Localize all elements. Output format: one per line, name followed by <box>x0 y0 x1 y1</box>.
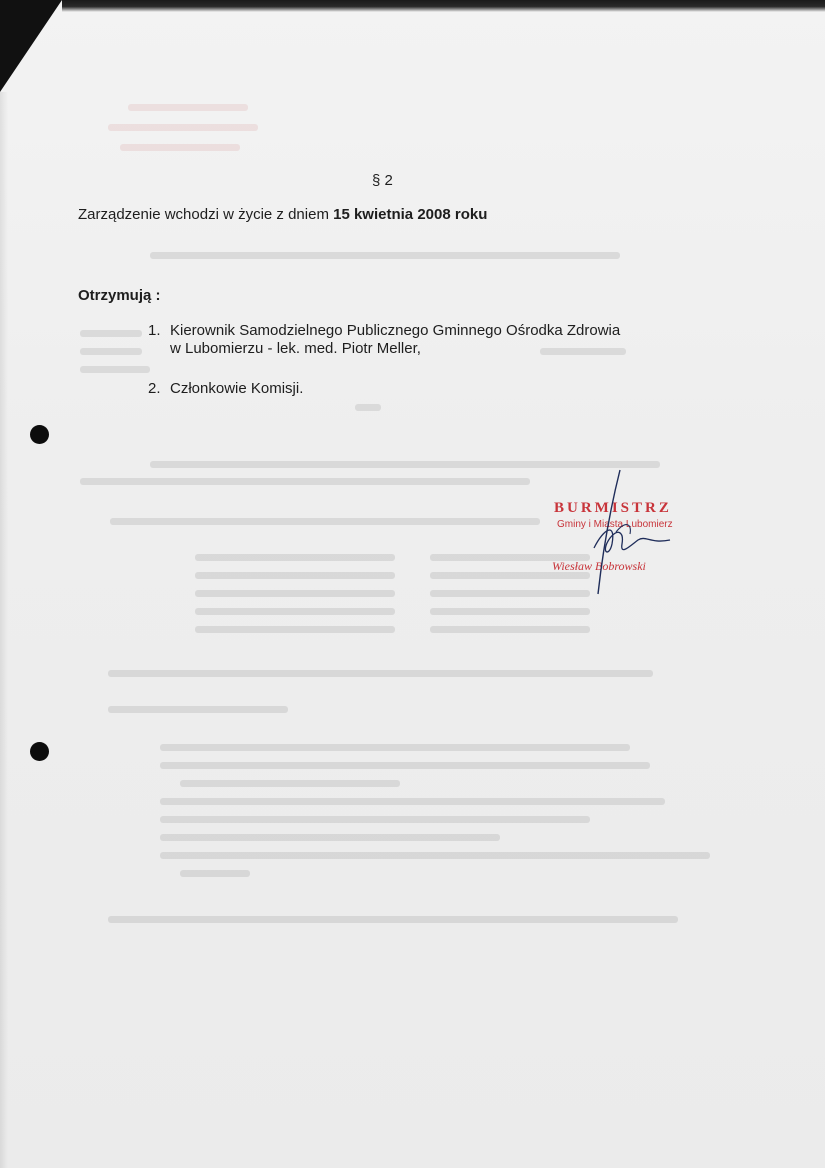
recipient-text: Członkowie Komisji. <box>170 380 304 397</box>
stamp-title: BURMISTRZ <box>554 500 672 516</box>
recipient-text-continued: w Lubomierzu - lek. med. Piotr Meller, <box>170 340 421 357</box>
recipient-number: 1. <box>148 322 161 339</box>
recipient-item <box>148 322 708 358</box>
recipient-item <box>148 380 303 398</box>
mayor-stamp <box>552 500 702 580</box>
punch-hole <box>30 425 49 444</box>
effective-date-prefix: Zarządzenie wchodzi w życie z dniem <box>78 206 334 223</box>
section-number: § 2 <box>372 172 393 189</box>
recipients-heading: Otrzymują : <box>78 287 161 304</box>
effective-date: 15 kwietnia 2008 roku <box>333 206 488 223</box>
recipient-number: 2. <box>148 380 161 397</box>
recipient-text: Kierownik Samodzielnego Publicznego Gminnego Ośrodka Zdrowia <box>170 322 621 339</box>
punch-hole <box>30 742 49 761</box>
stamp-signatory-name: Wiesław Bobrowski <box>552 559 646 573</box>
effective-date-sentence <box>78 206 487 224</box>
stamp-subtitle: Gminy i Miasta Lubomierz <box>557 519 673 530</box>
